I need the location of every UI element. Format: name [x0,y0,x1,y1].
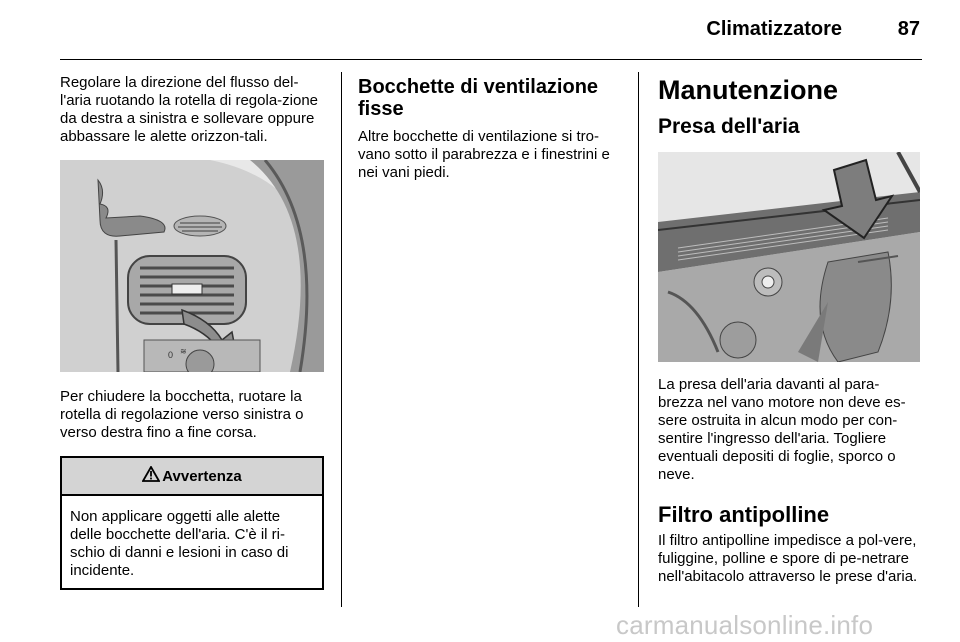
column-middle [358,76,620,182]
vent-direction-paragraph: Regolare la direzione del flusso del-l'aria ruotando la rotella di regola-zione da destra a sinistra e sollevare oppure abbassare le alette orizzon-tali. [60,74,319,145]
warning-header [62,458,322,496]
column-right [658,74,922,586]
header-divider [60,59,922,60]
pollen-filter-heading: Filtro antipolline [658,502,830,527]
chapter-title: Climatizzatore [706,18,842,40]
page-number: 87 [897,18,920,40]
air-vent-illustration [60,160,324,372]
column-divider-2 [638,72,639,607]
section-title: Manutenzione [658,75,838,105]
warning-title: Avvertenza [162,467,242,485]
pollen-filter-paragraph: Il filtro antipolline impedisce a pol-vere, fuliggine, polline e spore di pe-netrare nell'abitacolo attraverso le prese d'aria. [658,532,918,585]
warning-triangle-icon [142,466,160,486]
column-left [60,74,324,590]
svg-text:0: 0 [168,350,174,360]
air-intake-heading: Presa dell'aria [658,115,800,138]
air-intake-paragraph: La presa dell'aria davanti al para-brezza nel vano motore non deve es-sere ostruita in alcun modo per con-sentire l'ingresso dell'aria. Togliere eventuali depositi di foglie, sporco o neve. [658,376,906,483]
warning-text: Non applicare oggetti alle alette delle bocchette dell'aria. C'è il ri-schio di danni e lesioni in caso di incidente. [70,508,289,579]
close-vent-paragraph: Per chiudere la bocchetta, ruotare la rotella di regolazione verso sinistra o verso destra fino a fine corsa. [60,388,304,441]
warning-box [60,456,324,590]
air-intake-illustration [658,152,920,362]
column-divider-1 [341,72,342,607]
fixed-vents-paragraph: Altre bocchette di ventilazione si tro-vano sotto il parabrezza e i finestrini e nei vani piedi. [358,128,610,181]
watermark: carmanualsonline.info [616,610,874,640]
fixed-vents-heading: Bocchette di ventilazione fisse [358,76,599,120]
svg-text:≋: ≋ [180,347,187,356]
